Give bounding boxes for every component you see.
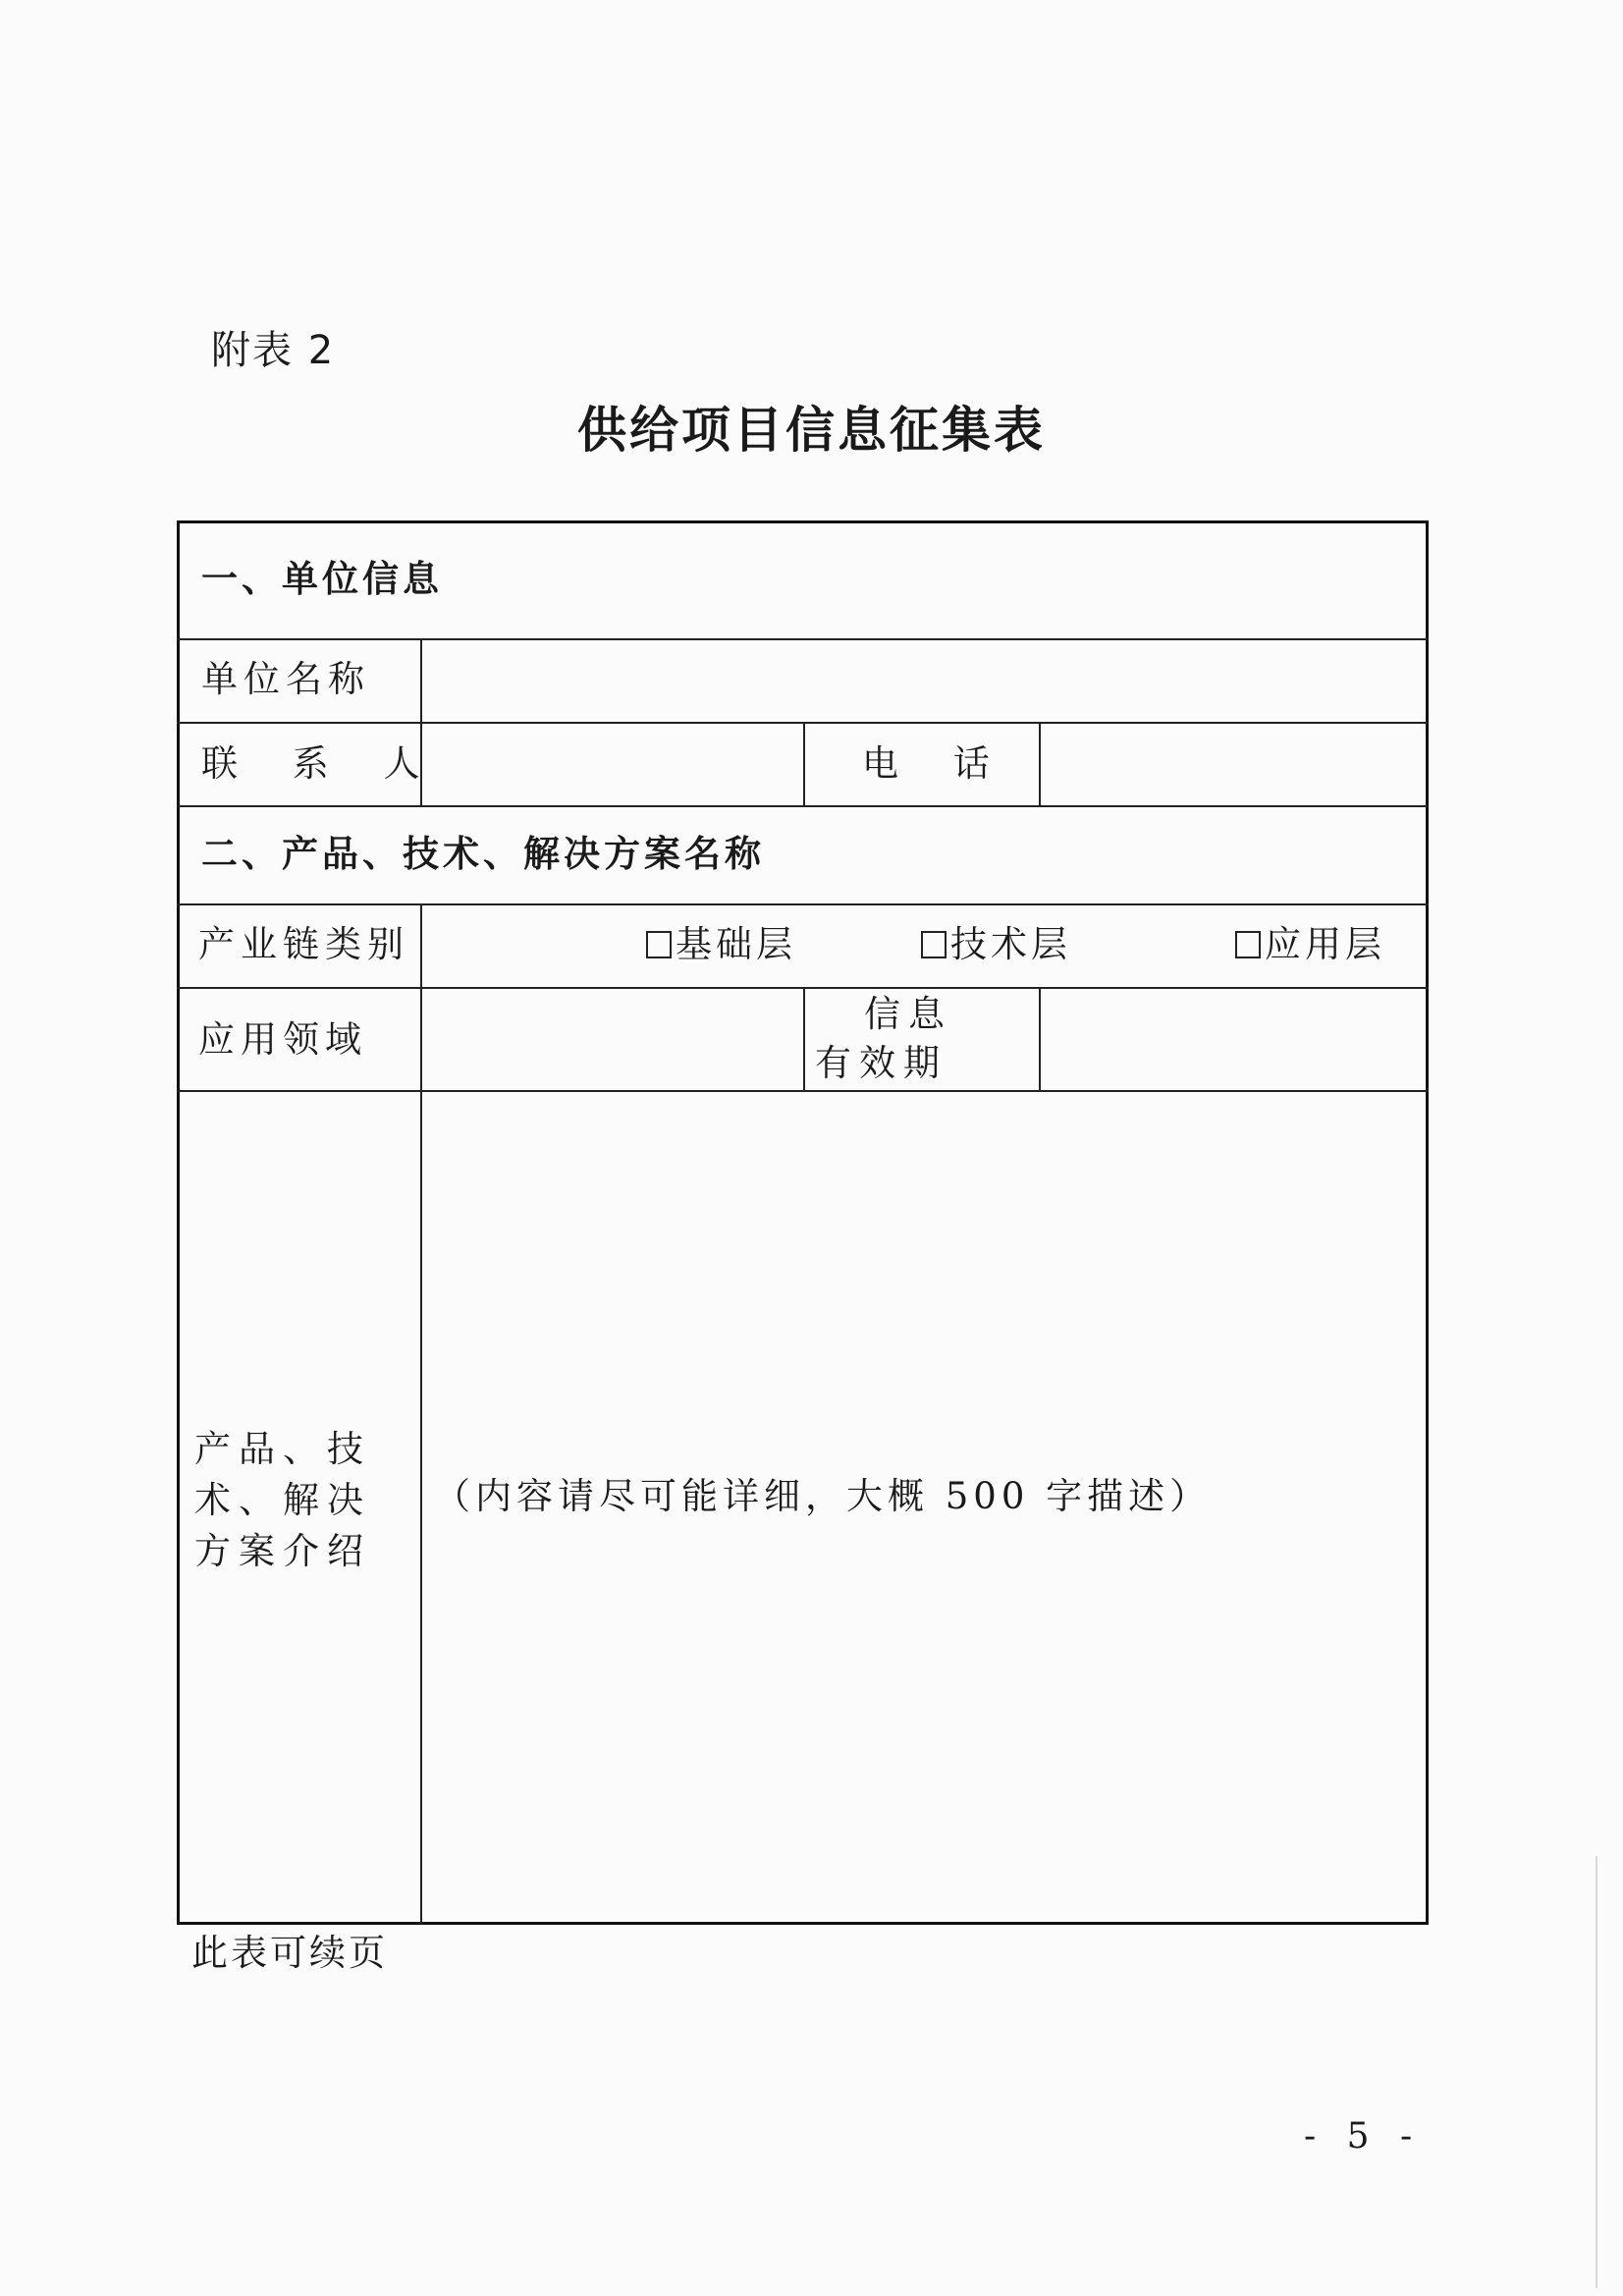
row-divider xyxy=(177,638,1429,640)
application-field-input[interactable] xyxy=(424,990,801,1088)
column-divider xyxy=(803,722,805,805)
appendix-label: 附表 2 xyxy=(211,328,336,373)
unit-name-label: 单位名称 xyxy=(201,658,370,700)
column-divider xyxy=(420,903,422,1925)
option-label: 应用层 xyxy=(1265,923,1385,965)
option-label: 技术层 xyxy=(950,923,1071,965)
option-application-layer[interactable] xyxy=(1235,921,1385,968)
page-number: - 5 - xyxy=(1304,2116,1423,2157)
product-description-label: 产品、技术、解决方案介绍 xyxy=(194,1428,371,1572)
unit-name-field[interactable] xyxy=(424,641,1424,720)
phone-label: 电 话 xyxy=(862,742,1011,785)
row-divider xyxy=(177,903,1429,905)
form-title: 供给项目信息征集表 xyxy=(577,402,1046,459)
continuation-note: 此表可续页 xyxy=(191,1932,388,1974)
contact-person-label: 联 系 人 xyxy=(201,742,442,785)
column-divider xyxy=(1039,987,1041,1090)
phone-field[interactable] xyxy=(1043,725,1424,803)
checkbox-icon[interactable] xyxy=(921,931,947,958)
option-foundation-layer[interactable] xyxy=(646,921,796,968)
option-label: 基础层 xyxy=(676,923,796,965)
validity-period-label: 信息有效期 xyxy=(815,993,952,1084)
row-divider xyxy=(177,1090,1429,1092)
option-technology-layer[interactable] xyxy=(921,921,1071,968)
chain-category-label: 产业链类别 xyxy=(198,923,409,965)
column-divider xyxy=(1039,722,1041,805)
validity-period-input[interactable] xyxy=(1043,990,1424,1088)
scan-edge-line xyxy=(1596,1856,1597,2288)
section-heading-product-name: 二、产品、技术、解决方案名称 xyxy=(201,833,765,875)
product-description-hint[interactable]: （内容请尽可能详细，大概 500 字描述） xyxy=(434,1475,1212,1517)
information-form-table xyxy=(177,520,1429,1925)
checkbox-icon[interactable] xyxy=(1235,931,1261,958)
application-field-label: 应用领域 xyxy=(198,1018,367,1061)
contact-person-field[interactable] xyxy=(424,725,801,803)
section-heading-unit-info: 一、单位信息 xyxy=(201,558,443,600)
column-divider xyxy=(803,987,805,1090)
row-divider xyxy=(177,805,1429,807)
checkbox-icon[interactable] xyxy=(646,931,672,958)
